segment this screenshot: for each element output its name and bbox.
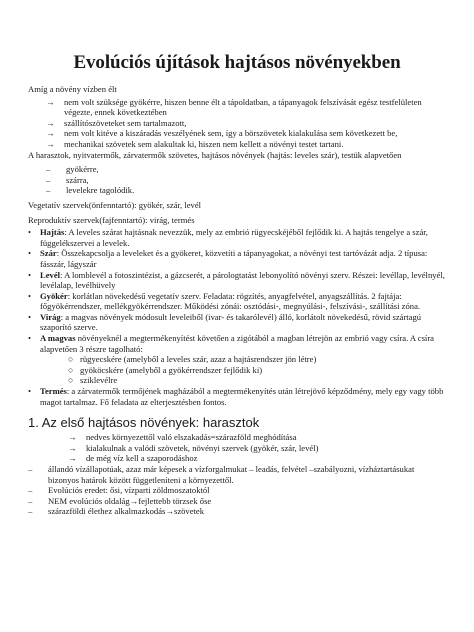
circle-bullet-icon: ○ [68, 364, 74, 375]
dash-icon: – [28, 464, 33, 474]
embryo-parts-list [28, 354, 446, 386]
bullet-icon: • [28, 248, 32, 259]
dash-icon: – [46, 164, 51, 175]
list-item: → mechanikai szövetek sem alakultak ki, hiszen nem kellett a növényi testet tartani. [46, 138, 344, 149]
reproductive-organs: Reproduktív szervek(fajfenntartó): virág, termés [28, 214, 195, 225]
bullet-icon: • [28, 269, 32, 280]
list-item: – szárra, [46, 174, 89, 185]
bullet-icon: • [28, 386, 32, 397]
arrow-icon: → [46, 96, 55, 107]
organ-list [28, 164, 446, 196]
list-item: – Evolúciós eredet: ősi, vízparti zöldmoszatoktól [28, 485, 210, 496]
dash-icon: – [28, 506, 33, 517]
list-item: • Szár: Összekapcsolja a leveleket és a gyökeret, közvetíti a tápanyagokat, a növényi test tartóvázát adja. 2 típusa: fásszár, lágyszár [28, 248, 428, 269]
list-item: • Termés: a zárvatermők termőjének magházából a megtermékenyítés után létrejövő képződmény, mely egy vagy több magot tartalmaz. Fő feladata az elterjesztésben fontos. [28, 386, 444, 407]
dash-icon: – [46, 174, 51, 185]
water-list [28, 97, 446, 150]
dash-icon: – [28, 485, 33, 496]
arrow-icon: → [46, 117, 55, 128]
list-item: ○ rügyecskére (amelyből a leveles szár, azaz a hajtásrendszer jön létre) [68, 354, 317, 365]
bullet-icon: • [28, 311, 32, 322]
vegetative-organs: Vegetatív szervek(önfenntartó): gyökér, szár, levél [28, 199, 202, 210]
list-item: – szárazföldi élethez alkalmazkodás→szövetek [28, 506, 205, 517]
document-title: Evolúciós újítások hajtásos növényekben [73, 52, 401, 73]
list-item: – gyökérre, [46, 164, 99, 175]
circle-bullet-icon: ○ [68, 354, 74, 365]
dash-icon: – [28, 495, 33, 506]
circle-bullet-icon: ○ [68, 375, 74, 386]
list-item: • Gyökér: korlátlan növekedésű vegetatív szerv. Feladata: rögzítés, anyagfelvétel, anyagszállítás. 2 fajtája: főgyökérrendszer, mellékgyökérrendszer. Működési zónái: osztódási-, megnyúlási-, felszívási-, szállítási zóna. [28, 290, 421, 312]
list-item: – állandó vízállapotúak, azaz már képesek a vízforgalmukat – leadás, felvétel –szabályozni, vízháztartásukat bizonyos határok között függetleníteni a környezettől. [28, 464, 415, 485]
arrow-icon: → [68, 453, 77, 464]
arrow-icon: → [68, 432, 77, 443]
list-item: → nem volt szüksége gyökérre, hiszen benne élt a tápoldatban, a tápanyagok felszívását egész testfelületen végezte, ennek következtében [46, 96, 422, 118]
list-item: • Levél: A lomblevél a fotoszintézist, a gázcserét, a párologtatást lebonyolító növényi szerv. Részei: levéllap, levélnyél, levélalap, levélhüvely [28, 269, 445, 291]
list-item: • Hajtás: A leveles szárat hajtásnak nevezzük, mely az embrió rügyecskéjéből fejlődik ki. A hajtás tengelye a szár, függelékszervei a levelek. [28, 227, 428, 248]
arrow-icon: → [46, 128, 55, 139]
document-body [28, 84, 446, 517]
bullet-icon: • [28, 290, 32, 301]
list-item: – levelekre tagolódik. [46, 185, 135, 196]
definition-list [28, 227, 446, 354]
list-item: • A magvas növényeknél a megtermékenyítést követően a zigótából a magban létrejön az embrió vagy csíra. A csíra alapvetően 3 részre tagolható: [28, 333, 434, 354]
bullet-icon: • [28, 227, 32, 238]
list-item: → de még víz kell a szaporodáshoz [68, 453, 198, 464]
fern-dash-list [28, 464, 446, 517]
arrow-icon: → [46, 138, 55, 149]
dash-icon: – [46, 185, 51, 196]
intro-text: Amíg a növény vízben élt [28, 84, 117, 94]
list-item: • Virág: a magvas növények módosult leveleiből (ivar- és takarólevél) álló, korlátolt növekedésű, rövid szártagú szaporító szerve. [28, 311, 422, 333]
list-item: → szállítószöveteket sem tartalmazott, [46, 117, 187, 128]
paragraph: A harasztok, nyitvatermők, zárvatermők szövetes, hajtásos növények (hajtás: leveles szár), testük alapvetően [28, 149, 402, 160]
list-item: ○ gyököcskére (amelyből a gyökérrendszer fejlődik ki) [68, 364, 263, 375]
list-item: → nedves környezettől való elszakadás=szárazföld meghódítása [68, 432, 297, 443]
list-item: → kialakulnak a valódi szövetek, növényi szervek (gyökér, szár, levél) [68, 442, 319, 453]
bullet-icon: • [28, 333, 32, 344]
list-item: → nem volt kitéve a kiszáradás veszélyének sem, így a börszövetek kialakulása sem következett be, [46, 128, 398, 139]
arrow-icon: → [68, 442, 77, 453]
list-item: – NEM evolúciós oldalág→fejlettebb törzsek őse [28, 495, 212, 506]
fern-arrow-list [28, 432, 446, 464]
section-heading: 1. Az első hajtásos növények: harasztok [28, 415, 260, 431]
list-item: ○ sziklevélre [68, 375, 118, 386]
